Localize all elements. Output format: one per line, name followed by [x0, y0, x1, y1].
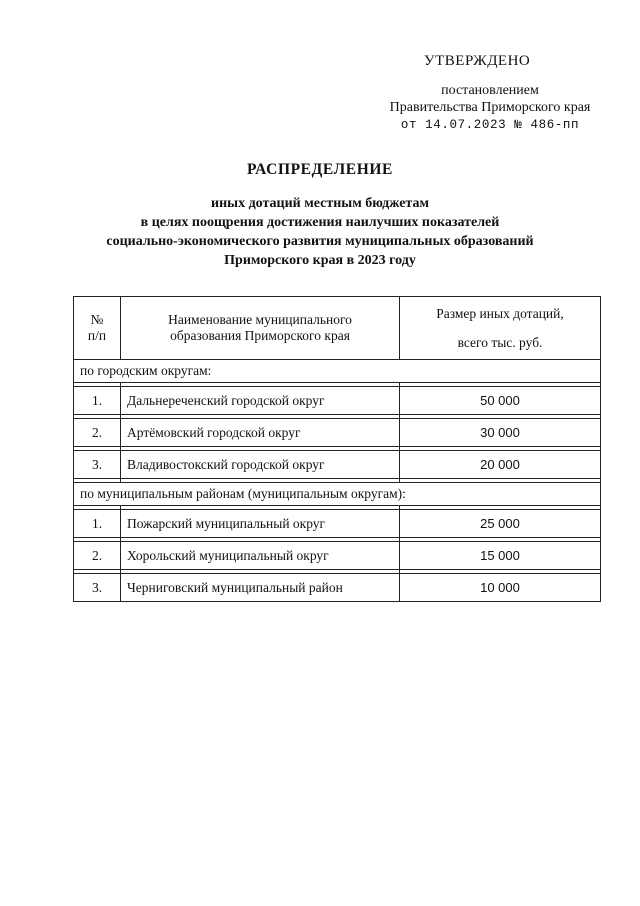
header-number-abbr: п/п [87, 328, 107, 343]
group-row-municipal-districts [74, 483, 601, 506]
row-amount: 15 000 [400, 542, 601, 570]
row-amount: 30 000 [400, 419, 601, 447]
table-row [74, 542, 601, 570]
header-municipality-line-1: Наименование муниципального [168, 312, 352, 327]
row-number: 1. [74, 510, 121, 538]
table-header-row [74, 297, 601, 360]
document-subtitle-line-4: Приморского края в 2023 году [224, 253, 416, 268]
document-subtitle-line-3: социально-экономического развития муниципальных образований [106, 234, 534, 249]
group-label: по муниципальным районам (муниципальным округам): [74, 483, 601, 506]
header-municipality [121, 297, 400, 360]
approval-resolution-label: постановлением [441, 83, 539, 98]
document-heading [0, 160, 640, 270]
approval-government-label: Правительства Приморского края [389, 100, 591, 115]
table-row [74, 510, 601, 538]
table-row [74, 419, 601, 447]
approval-block [370, 52, 610, 134]
table-row [74, 451, 601, 479]
header-amount-line-1: Размер иных дотаций, [436, 305, 564, 321]
header-municipality-line-2: образования Приморского края [170, 328, 350, 343]
row-municipality: Хорольский муниципальный округ [121, 542, 400, 570]
header-number [74, 297, 121, 360]
row-number: 3. [74, 451, 121, 479]
row-amount: 50 000 [400, 387, 601, 415]
table-row [74, 387, 601, 415]
row-amount: 20 000 [400, 451, 601, 479]
row-number: 3. [74, 574, 121, 602]
document-subtitle-line-2: в целях поощрения достижения наилучших показателей [140, 215, 500, 230]
group-label: по городским округам: [74, 360, 601, 383]
row-municipality: Артёмовский городской округ [121, 419, 400, 447]
header-number-symbol: № [90, 312, 104, 327]
document-title: РАСПРЕДЕЛЕНИЕ [247, 161, 393, 178]
header-amount [400, 297, 601, 360]
row-municipality: Дальнереченский городской округ [121, 387, 400, 415]
group-row-city-districts [74, 360, 601, 383]
table-row [74, 574, 601, 602]
row-number: 2. [74, 419, 121, 447]
document-subtitle-line-1: иных дотаций местным бюджетам [211, 196, 429, 211]
header-amount-line-2: всего тыс. руб. [457, 334, 543, 350]
approval-date-number: от 14.07.2023 № 486-пп [400, 118, 580, 132]
distribution-table [73, 296, 601, 602]
row-amount: 10 000 [400, 574, 601, 602]
row-number: 2. [74, 542, 121, 570]
row-amount: 25 000 [400, 510, 601, 538]
row-municipality: Владивостокский городской округ [121, 451, 400, 479]
approved-title: УТВЕРЖДЕНО [424, 53, 531, 69]
row-municipality: Пожарский муниципальный округ [121, 510, 400, 538]
row-municipality: Черниговский муниципальный район [121, 574, 400, 602]
row-number: 1. [74, 387, 121, 415]
